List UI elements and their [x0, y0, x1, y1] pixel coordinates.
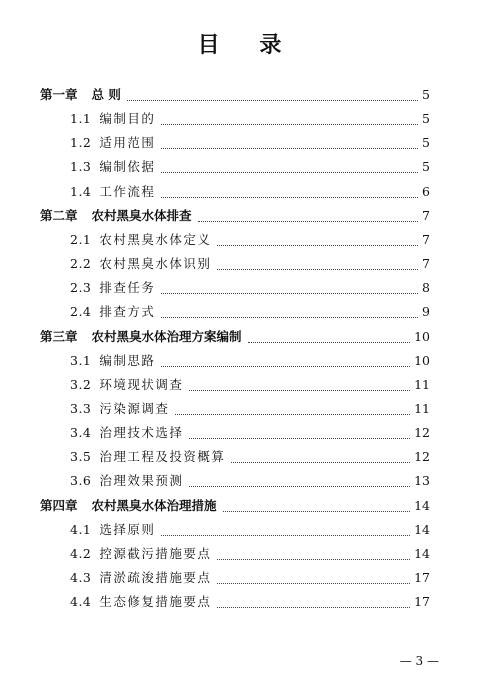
toc-chapter-row[interactable] — [40, 85, 430, 107]
toc-entry-number: 3.3 — [70, 400, 92, 416]
dot-leader — [217, 245, 418, 246]
toc-entry-label: 编制目的 — [99, 111, 156, 127]
toc-entry-label: 生态修复措施要点 — [99, 594, 212, 610]
toc-entry-number: 第四章 — [40, 497, 78, 513]
toc-entry-number: 1.2 — [70, 135, 92, 151]
toc-entry-label: 环境现状调查 — [99, 376, 184, 392]
toc-page-number: 5 — [422, 159, 430, 175]
dot-leader — [175, 414, 410, 415]
toc-page-number: 12 — [414, 449, 430, 465]
toc-entry-number: 第一章 — [40, 87, 78, 102]
dot-leader — [248, 342, 411, 343]
dot-leader — [161, 535, 410, 536]
toc-page-number: 7 — [422, 231, 430, 247]
toc-section-row[interactable] — [70, 278, 430, 300]
toc-page-number: 5 — [422, 111, 430, 127]
toc-chapter-row[interactable] — [40, 496, 430, 518]
toc-title: 目 录 — [197, 32, 298, 58]
toc-page-number: 14 — [414, 497, 430, 513]
toc-entry-label: 工作流程 — [99, 183, 156, 199]
dot-leader — [161, 172, 418, 173]
toc-entry-number: 4.2 — [70, 545, 92, 561]
dot-leader — [198, 221, 419, 222]
toc-page-number: 5 — [422, 87, 430, 102]
toc-entry-number: 3.1 — [70, 352, 92, 368]
dot-leader — [217, 583, 410, 584]
toc-section-row[interactable] — [70, 447, 430, 469]
toc-section-row[interactable] — [70, 133, 430, 155]
toc-page-number: 10 — [414, 352, 430, 368]
toc-page-number: 17 — [414, 594, 430, 610]
toc-section-row[interactable] — [70, 592, 430, 614]
toc-entry-label: 编制思路 — [99, 352, 156, 368]
dot-leader — [161, 124, 418, 125]
dot-leader — [161, 317, 418, 318]
toc-page-number: 10 — [414, 328, 430, 344]
toc-entry-label: 治理工程及投资概算 — [99, 449, 226, 465]
toc-page-number: 14 — [414, 521, 430, 537]
toc-page-number: 6 — [422, 183, 430, 199]
dot-leader — [161, 197, 418, 198]
toc-entry-label: 清淤疏浚措施要点 — [99, 570, 212, 585]
toc-section-row[interactable] — [70, 351, 430, 373]
toc-page-number: 11 — [414, 400, 430, 416]
toc-entry-number: 3.6 — [70, 473, 92, 489]
toc-entry-label: 农村黑臭水体治理措施 — [91, 497, 217, 513]
toc-section-row[interactable] — [70, 230, 430, 252]
toc-page-number: 11 — [414, 376, 430, 392]
toc-entry-number: 2.3 — [70, 280, 92, 296]
dot-leader — [161, 293, 418, 294]
toc-page-number: 7 — [422, 256, 430, 272]
toc-entry-label: 排查任务 — [99, 280, 156, 296]
toc-entry-number: 第二章 — [40, 207, 78, 223]
toc-page-number: 9 — [422, 304, 430, 320]
toc-entry-label: 排查方式 — [99, 304, 156, 320]
toc-entry-label: 治理效果预测 — [99, 473, 184, 489]
toc-entry-label: 选择原则 — [99, 521, 156, 537]
dot-leader — [161, 366, 410, 367]
toc-section-row[interactable] — [70, 568, 430, 590]
toc-page-number: 8 — [422, 280, 430, 296]
dot-leader — [223, 511, 411, 512]
toc-entry-number: 2.4 — [70, 304, 92, 320]
page-footer: — 3 — — [399, 654, 439, 668]
toc-entry-label: 农村黑臭水体治理方案编制 — [91, 328, 242, 344]
toc-entry-number: 4.1 — [70, 521, 92, 537]
toc-chapter-row[interactable] — [40, 327, 430, 349]
dot-leader — [189, 390, 410, 391]
toc-entry-label: 控源截污措施要点 — [99, 545, 212, 561]
toc-section-row[interactable] — [70, 109, 430, 131]
toc-section-row[interactable] — [70, 399, 430, 421]
toc-section-row[interactable] — [70, 254, 430, 276]
toc-entry-number: 2.1 — [70, 231, 92, 247]
dot-leader — [217, 269, 418, 270]
toc-entry-number: 1.3 — [70, 159, 92, 175]
toc-entry-label: 农村黑臭水体识别 — [99, 256, 212, 272]
toc-entry-label: 总 则 — [91, 87, 121, 102]
dot-leader — [217, 559, 410, 560]
toc-entry-number: 2.2 — [70, 256, 92, 272]
toc-chapter-row[interactable] — [40, 206, 430, 228]
toc-entry-number: 4.4 — [70, 594, 92, 610]
toc-page-number: 13 — [414, 473, 430, 489]
toc-entry-number: 4.3 — [70, 570, 92, 585]
toc-entry-label: 适用范围 — [99, 135, 156, 151]
toc-entry-label: 编制依据 — [99, 159, 156, 175]
toc-page-number: 7 — [422, 207, 430, 223]
toc-entry-label: 农村黑臭水体排查 — [91, 207, 192, 223]
dot-leader — [217, 607, 410, 608]
toc-entry-label: 污染源调查 — [99, 400, 170, 416]
dot-leader — [127, 100, 418, 101]
toc-section-row[interactable] — [70, 423, 430, 445]
toc-page-number: 12 — [414, 425, 430, 441]
toc-entry-label: 治理技术选择 — [99, 425, 184, 441]
dot-leader — [189, 438, 410, 439]
toc-page-number: 5 — [422, 135, 430, 151]
toc-page-number: 14 — [414, 545, 430, 561]
toc-page-number: 17 — [414, 570, 430, 585]
toc-entry-number: 1.1 — [70, 111, 92, 127]
toc-entry-number: 1.4 — [70, 183, 92, 199]
toc-entry-number: 3.2 — [70, 376, 92, 392]
toc-section-row[interactable] — [70, 520, 430, 542]
toc-section-row[interactable] — [70, 302, 430, 324]
toc-entry-number: 3.5 — [70, 449, 92, 465]
toc-section-row[interactable] — [70, 471, 430, 493]
dot-leader — [161, 148, 418, 149]
toc-entry-number: 3.4 — [70, 425, 92, 441]
toc-section-row[interactable] — [70, 182, 430, 204]
dot-leader — [231, 462, 410, 463]
toc-section-row[interactable] — [70, 157, 430, 179]
toc-entry-label: 农村黑臭水体定义 — [99, 231, 212, 247]
toc-section-row[interactable] — [70, 375, 430, 397]
toc-entry-number: 第三章 — [40, 328, 78, 344]
toc-section-row[interactable] — [70, 544, 430, 566]
dot-leader — [189, 486, 410, 487]
